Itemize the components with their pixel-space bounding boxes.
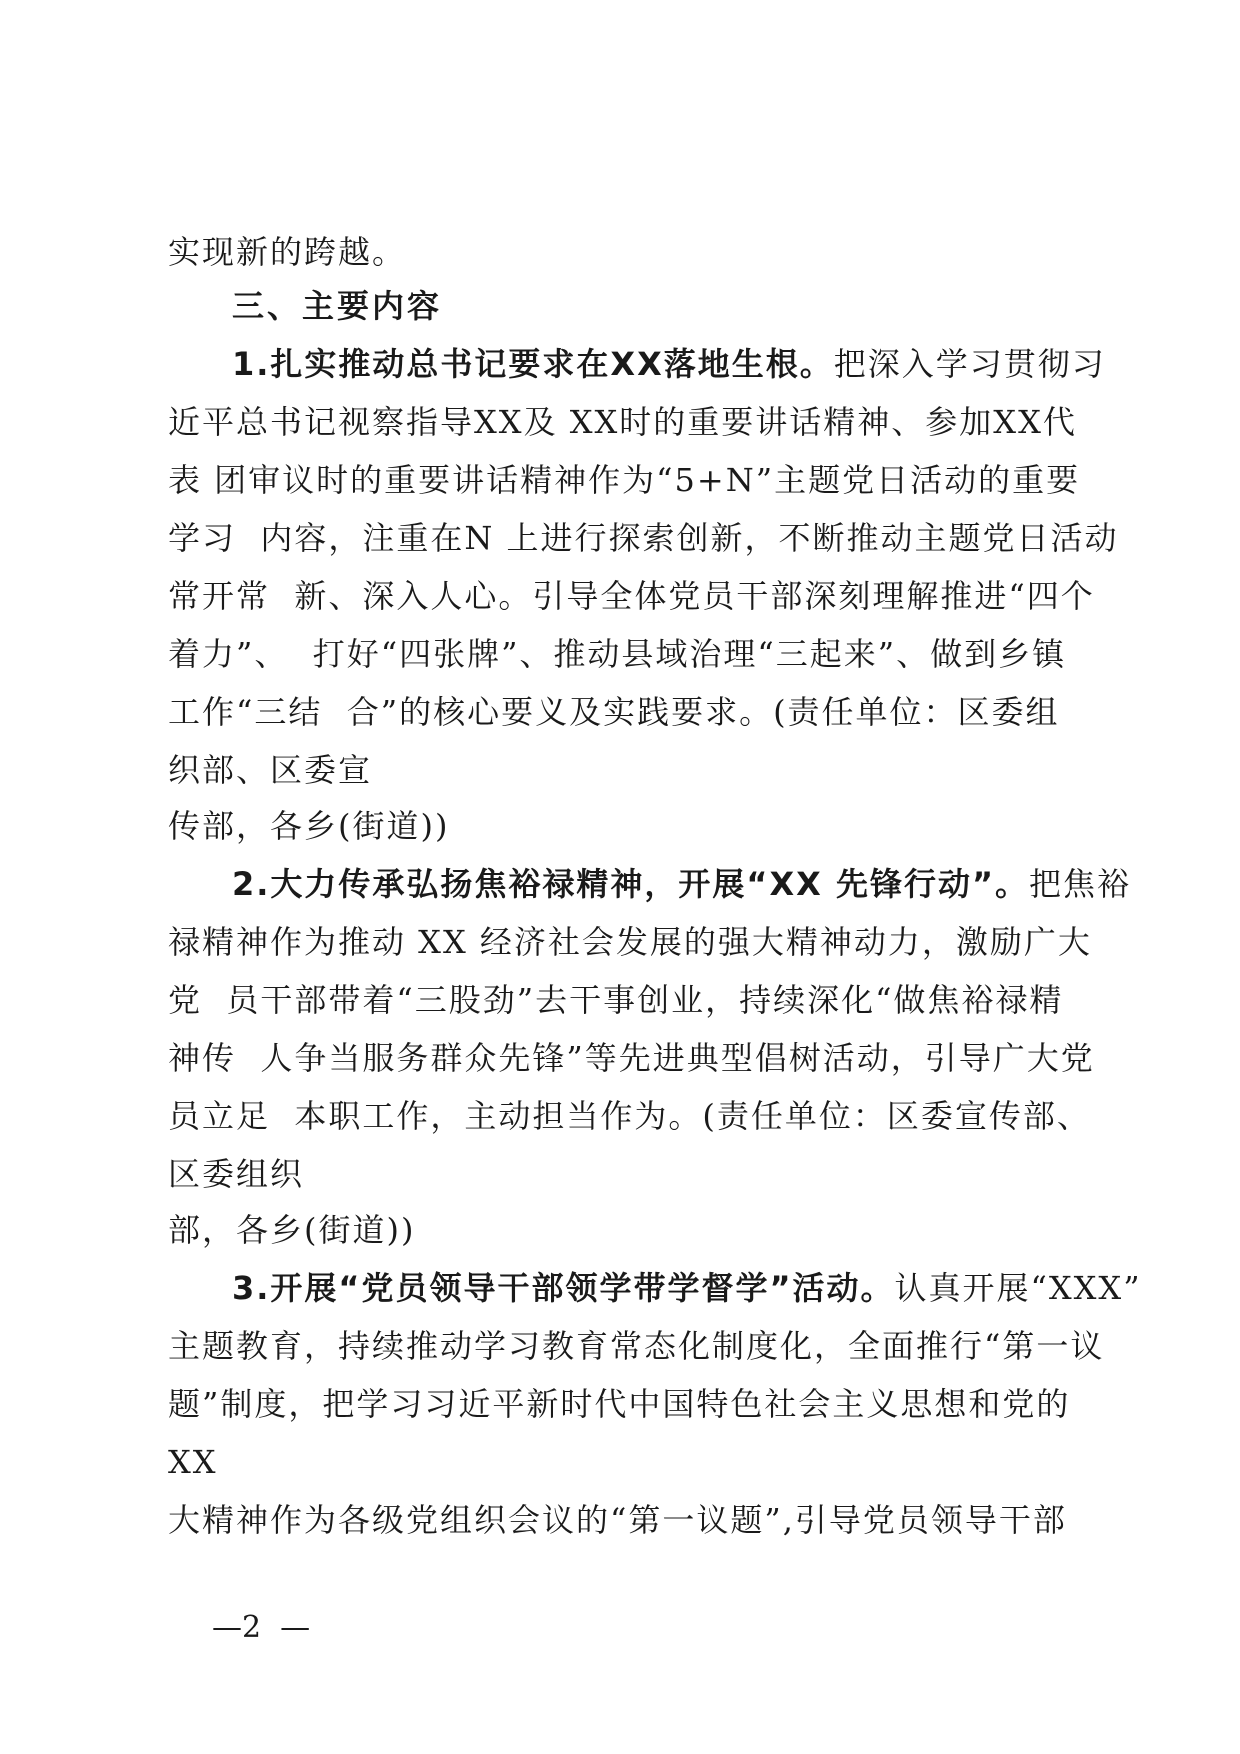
body-text-line: 大精神作为各级党组织会议的“第一议题”,引导党员领导干部 [168, 1501, 1067, 1539]
body-text-line: 着力”、 打好“四张牌”、推动县域治理“三起来”、做到乡镇 [168, 635, 1067, 673]
body-text-line: XX [168, 1443, 218, 1481]
body-text-line: 传部，各乡(街道)) [168, 807, 450, 845]
page-number: —2 — [212, 1610, 311, 1645]
item-3-title: 3.开展“党员领导干部领学带学督学”活动。 [232, 1269, 895, 1307]
item-2-first-line [232, 864, 1131, 904]
body-text-line: 学习 内容，注重在N 上进行探索创新，不断推动主题党日活动 [168, 519, 1119, 557]
body-text-line: 织部、区委宣 [168, 751, 373, 789]
section-heading: 三、主要内容 [232, 287, 443, 325]
item-3-text: 认真开展“XXX” [894, 1269, 1142, 1307]
body-text-line: 表 团审议时的重要讲话精神作为“5+N”主题党日活动的重要 [168, 461, 1081, 499]
body-text-line: 禄精神作为推动 XX 经济社会发展的强大精神动力，激励广大 [168, 923, 1092, 961]
item-1-text: 把深入学习贯彻习 [833, 345, 1106, 383]
body-text-line: 工作“三结 合”的核心要义及实践要求。(责任单位：区委组 [168, 693, 1060, 731]
body-text-line: 主题教育，持续推动学习教育常态化制度化，全面推行“第一议 [168, 1327, 1105, 1365]
item-1-title: 1.扎实推动总书记要求在XX落地生根。 [232, 345, 834, 383]
body-text-line: 题”制度，把学习习近平新时代中国特色社会主义思想和党的 [168, 1385, 1071, 1423]
body-text-line: 党 员干部带着“三股劲”去干事创业，持续深化“做焦裕禄精 [168, 981, 1064, 1019]
item-2-title: 2.大力传承弘扬焦裕禄精神，开展“XX 先锋行动”。 [232, 865, 1029, 903]
body-text-line: 神传 人争当服务群众先锋”等先进典型倡树活动，引导广大党 [168, 1039, 1095, 1077]
item-3-first-line [232, 1268, 1142, 1308]
body-text-line: 员立足 本职工作，主动担当作为。(责任单位：区委宣传部、 [168, 1097, 1091, 1135]
body-text-line: 区委组织 [168, 1155, 305, 1193]
item-1-first-line [232, 344, 1106, 384]
body-text-line: 近平总书记视察指导XX及 XX时的重要讲话精神、参加XX代 [168, 403, 1077, 441]
body-text-line: 常开常 新、深入人心。引导全体党员干部深刻理解推进“四个 [168, 577, 1095, 615]
body-text-line: 部，各乡(街道)) [168, 1211, 416, 1249]
item-2-text: 把焦裕 [1028, 865, 1131, 903]
body-text-line: 实现新的跨越。 [168, 233, 407, 271]
